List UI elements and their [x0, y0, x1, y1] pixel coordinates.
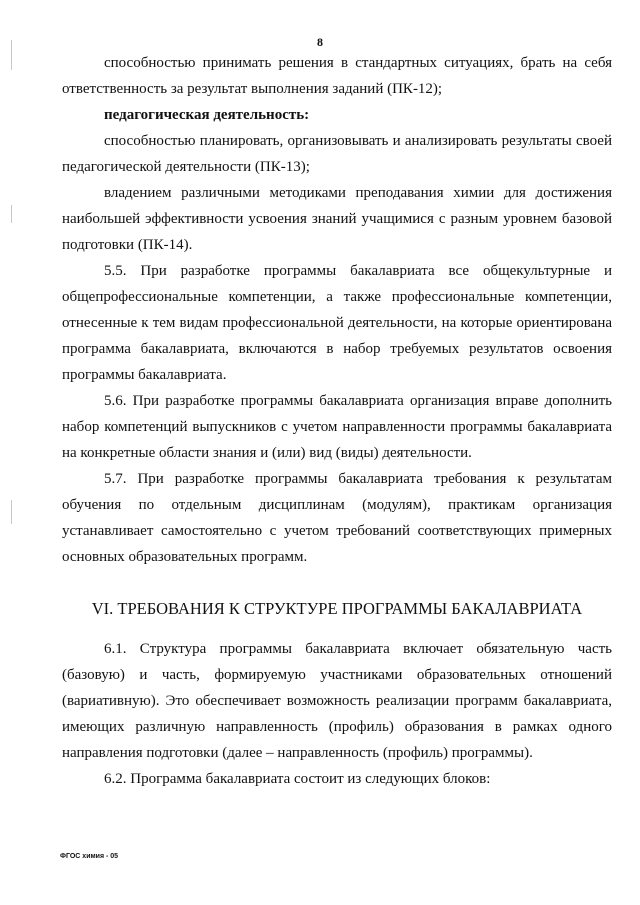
paragraph-6-1: 6.1. Структура программы бакалавриата включает обязательную часть (базовую) и часть, формируемую участниками образовательных отношений (вариативную). Это обеспечивает возможность реализации программ бакалавриата, имеющих различную направленность (профиль) образования в рамках одного направления подготовки (далее – направленность (профиль) программы).	[62, 641, 612, 761]
paragraph-pk12: способностью принимать решения в стандартных ситуациях, брать на себя ответственность за результат выполнения заданий (ПК-12);	[62, 55, 612, 97]
paragraph-5-7: 5.7. При разработке программы бакалавриата требования к результатам обучения по отдельным дисциплинам (модулям), практикам организация устанавливает самостоятельно с учетом требований соответствующих примерных основных образовательных программ.	[62, 471, 612, 565]
pedagogical-activity-heading: педагогическая деятельность:	[104, 107, 310, 123]
paragraph-pk13: способностью планировать, организовывать и анализировать результаты своей педагогической деятельности (ПК-13);	[62, 133, 612, 175]
footer-label: ФГОС химия - 05	[60, 853, 119, 860]
paragraph-6-2: 6.2. Программа бакалавриата состоит из следующих блоков:	[104, 771, 491, 787]
paragraph-5-6: 5.6. При разработке программы бакалавриата организация вправе дополнить набор компетенций выпускников с учетом направленности программы бакалавриата на конкретные области знания и (или) вид (виды) деятельности.	[62, 393, 612, 461]
scan-artifact	[11, 205, 12, 223]
page-number: 8	[317, 35, 323, 49]
page-content	[62, 50, 612, 792]
paragraph-pk14: владением различными методиками преподавания химии для достижения наибольшей эффективности усвоения знаний учащимися с разным уровнем базовой подготовки (ПК-14).	[62, 185, 612, 253]
paragraph-5-5: 5.5. При разработке программы бакалавриата все общекультурные и общепрофессиональные компетенции, а также профессиональные компетенции, отнесенные к тем видам профессиональной деятельности, на которые ориентирована программа бакалавриата, включаются в набор требуемых результатов освоения программы бакалавриата.	[62, 263, 612, 383]
section-heading: VI. ТРЕБОВАНИЯ К СТРУКТУРЕ ПРОГРАММЫ БАКАЛАВРИАТА	[91, 599, 583, 618]
scan-artifact	[11, 500, 12, 524]
